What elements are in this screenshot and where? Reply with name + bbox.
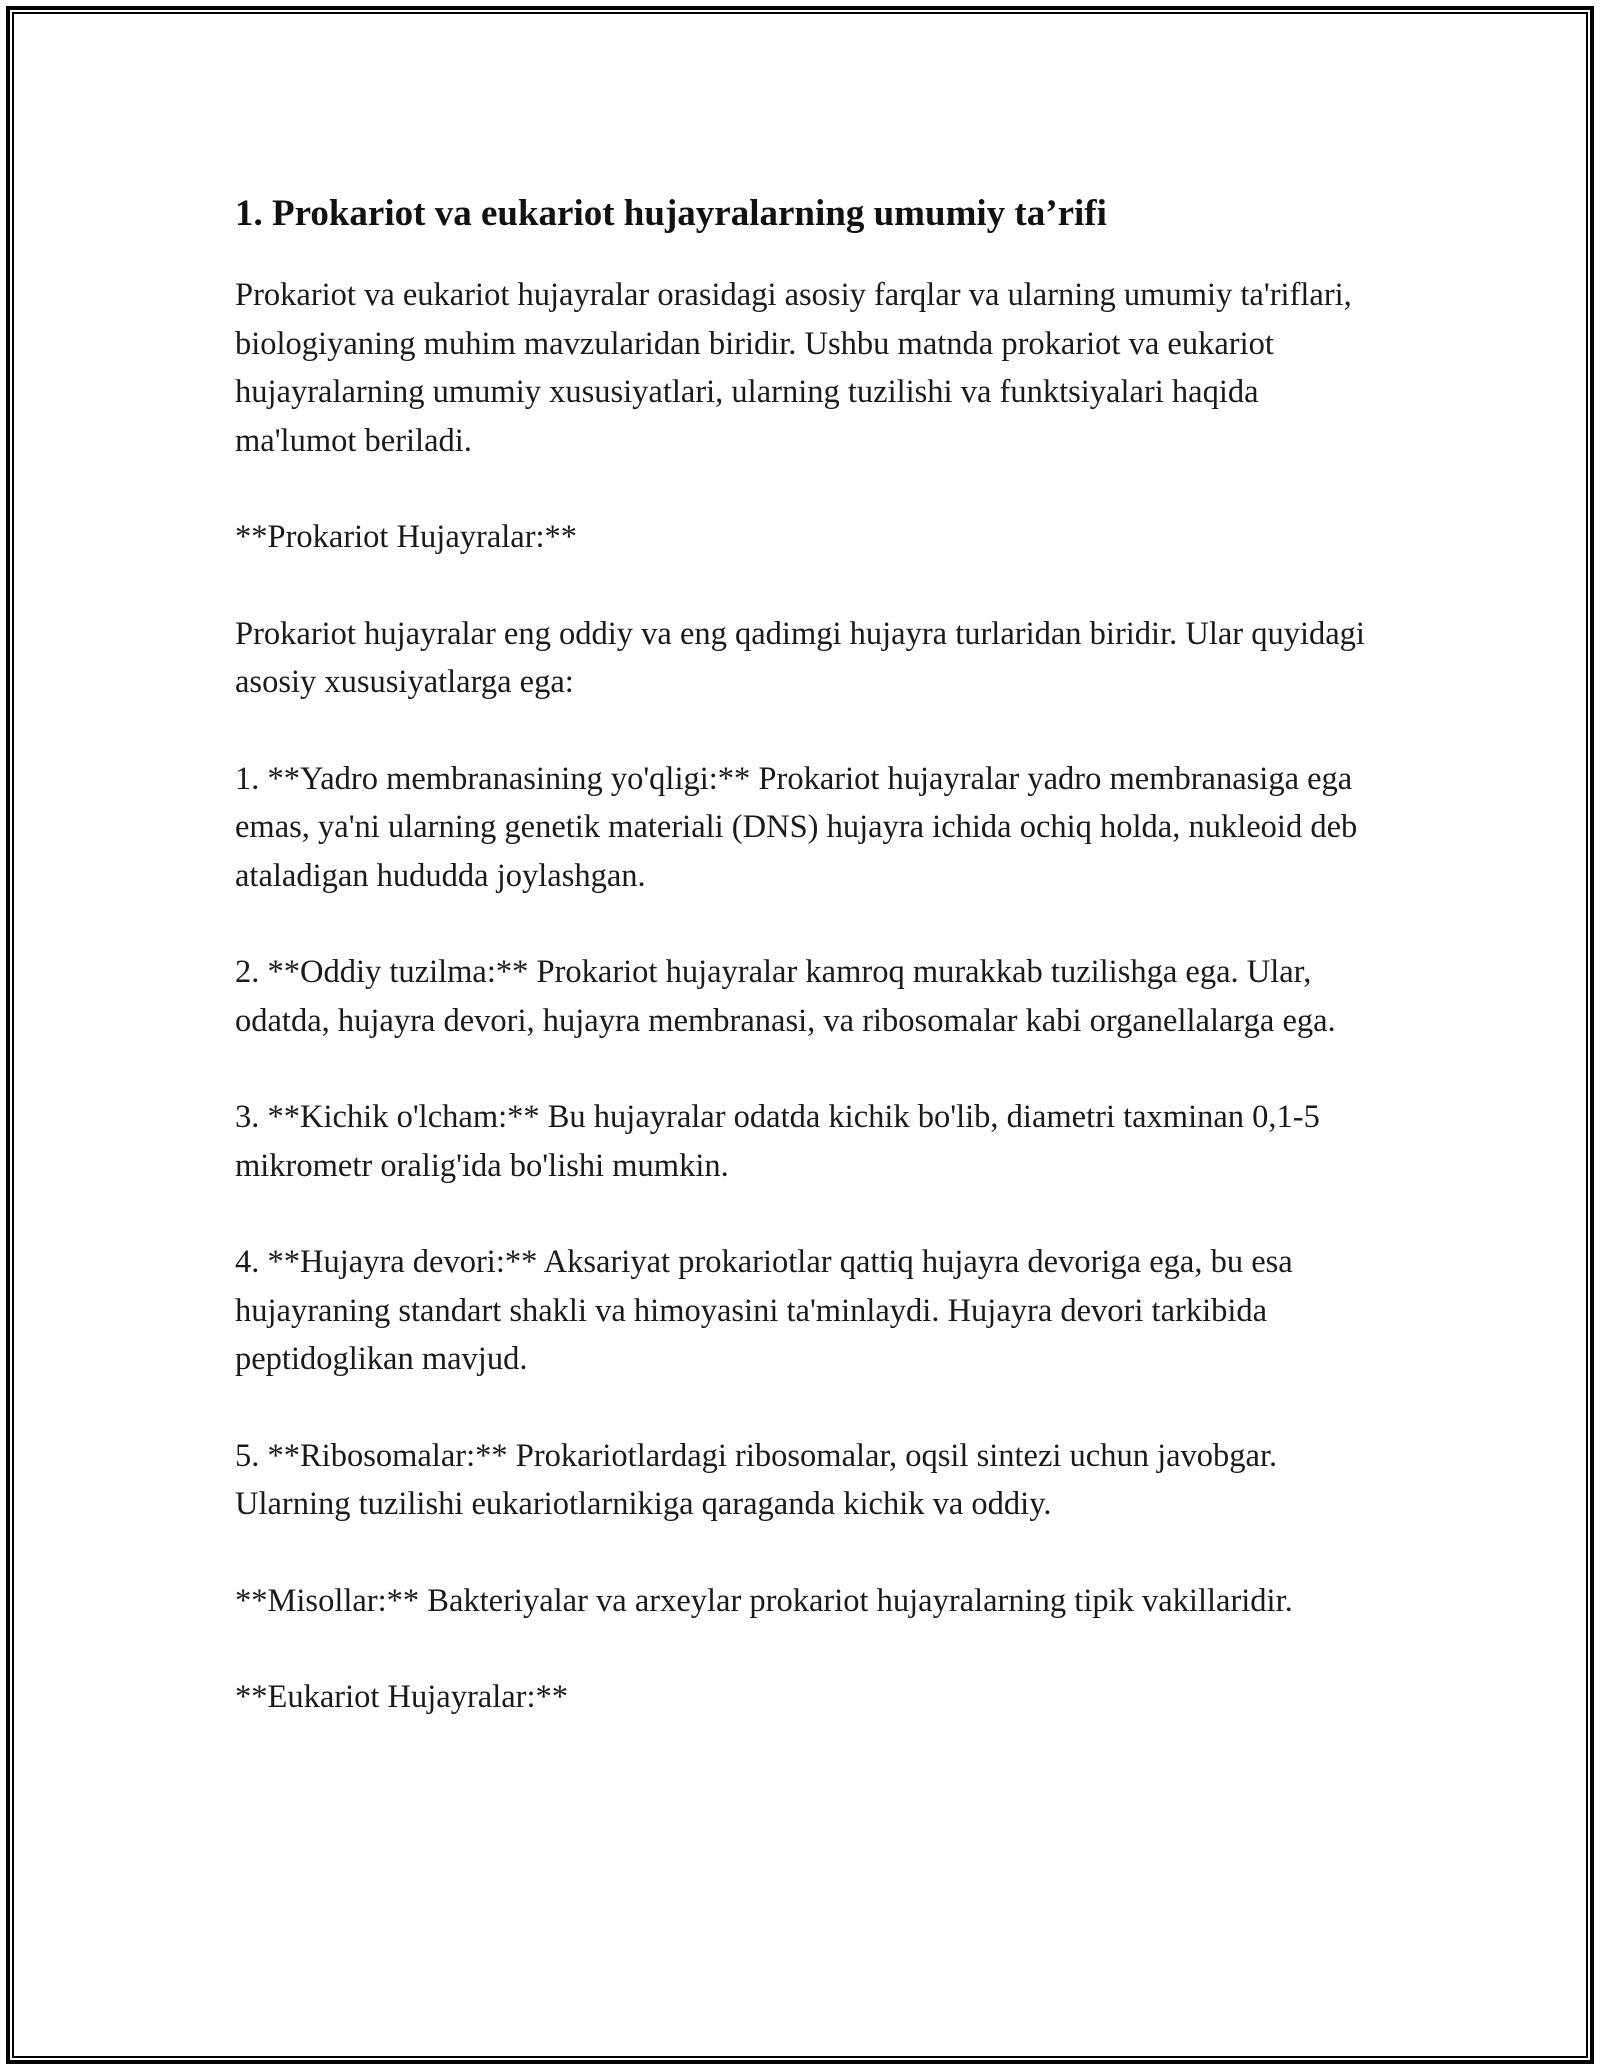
section-heading: 1. Prokariot va eukariot hujayralarning umumiy ta’rifi — [235, 193, 1107, 234]
list-item-simple-structure: 2. **Oddiy tuzilma:** Prokariot hujayralar kamroq murakkab tuzilishga ega. Ular, odatda, hujayra devori, hujayra membranasi, va ribosomalar kabi organellalarga ega. — [235, 954, 1336, 1039]
list-item-nuclear-membrane: 1. **Yadro membranasining yo'qligi:** Prokariot hujayralar yadro membranasiga ega emas, ya'ni ularning genetik materiali (DNS) hujayra ichida ochiq holda, nukleoid deb ataladigan hududda joylashgan. — [235, 760, 1358, 894]
document-body — [235, 188, 1375, 1770]
list-item-ribosomes: 5. **Ribosomalar:** Prokariotlardagi ribosomalar, oqsil sintezi uchun javobgar. Ularning tuzilishi eukariotlarnikiga qaraganda kichik va oddiy. — [235, 1437, 1278, 1522]
prokaryote-intro-paragraph: Prokariot hujayralar eng oddiy va eng qadimgi hujayra turlaridan biridir. Ular quyidagi asosiy xususiyatlarga ega: — [235, 615, 1365, 700]
prokaryote-subheading: **Prokariot Hujayralar:** — [235, 519, 578, 555]
eukaryote-subheading: **Eukariot Hujayralar:** — [235, 1679, 569, 1715]
intro-paragraph: Prokariot va eukariot hujayralar orasidagi asosiy farqlar va ularning umumiy ta'riflari, biologiyaning muhim mavzularidan biridir. Ushbu matnda prokariot va eukariot hujayralarning umumiy xususiyatlari, ularning tuzilishi va funktsiyalari haqida ma'lumot beriladi. — [235, 277, 1352, 459]
list-item-cell-wall: 4. **Hujayra devori:** Aksariyat prokariotlar qattiq hujayra devoriga ega, bu esa hujayraning standart shakli va himoyasini ta'minlaydi. Hujayra devori tarkibida peptidoglikan mavjud. — [235, 1244, 1293, 1377]
list-item-small-size: 3. **Kichik o'lcham:** Bu hujayralar odatda kichik bo'lib, diametri taxminan 0,1-5 mikrometr oralig'ida bo'lishi mumkin. — [235, 1099, 1320, 1184]
examples-paragraph: **Misollar:** Bakteriyalar va arxeylar prokariot hujayralarning tipik vakillaridir. — [235, 1582, 1293, 1619]
